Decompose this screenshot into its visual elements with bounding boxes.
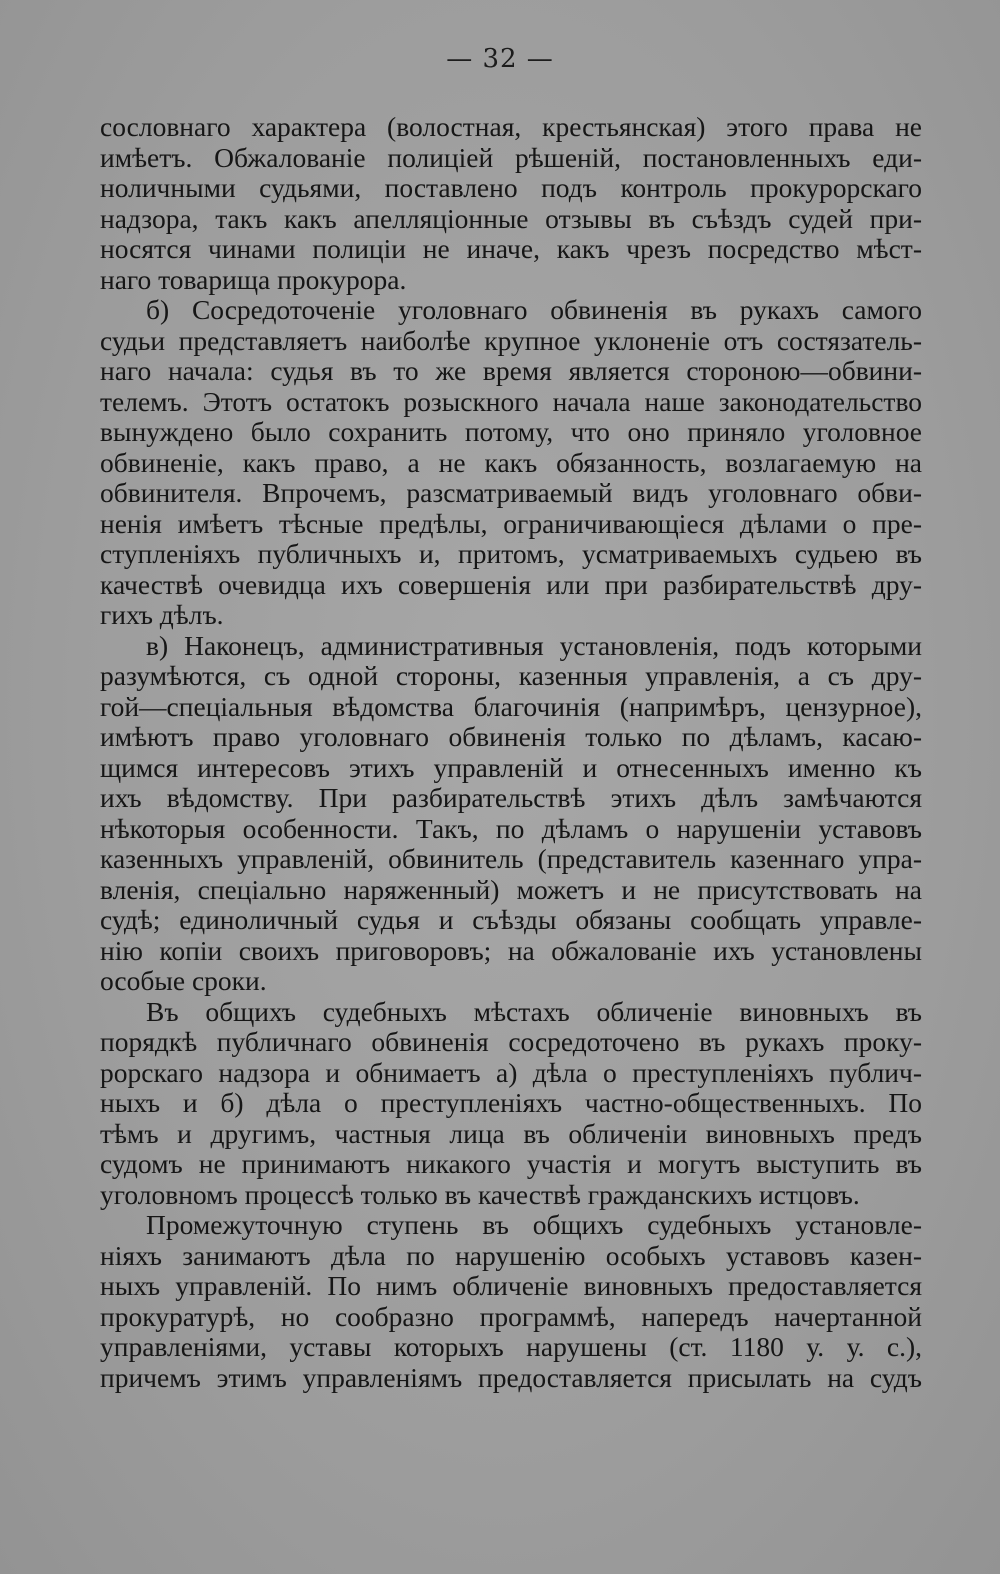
text-line: Въ общихъ судебныхъ мѣстахъ обличеніе виновныхъ въ <box>146 995 922 1027</box>
text-line: нѣкоторыя особенности. Такъ, по дѣламъ о нарушеніи уставовъ <box>100 812 922 844</box>
text-line: обвиненіе, какъ право, а не какъ обязанность, возлагаемую на <box>100 446 922 478</box>
text-line: судѣ; единоличный судья и съѣзды обязаны сообщать управле- <box>100 904 922 935</box>
text-line: наго товарища прокурора. <box>100 263 407 295</box>
text-line: уголовномъ процессѣ только въ качествѣ гражданскихъ истцовъ. <box>100 1178 860 1210</box>
text-line: особые сроки. <box>100 965 267 996</box>
text-line: тѣмъ и другимъ, частныя лица въ обличеніи виновныхъ предъ <box>100 1117 922 1149</box>
text-line: управленіями, уставы которыхъ нарушены (ст. 1180 у. у. с.), <box>100 1331 922 1362</box>
text-line: порядкѣ публичнаго обвиненія сосредоточено въ рукахъ проку- <box>100 1026 922 1057</box>
text-line: носятся чинами полиціи не иначе, какъ чрезъ посредство мѣст- <box>100 233 922 264</box>
page-number: — 32 — <box>446 44 554 74</box>
body-text <box>100 112 922 1393</box>
text-line: ніяхъ занимаютъ дѣла по нарушенію особыхъ уставовъ казен- <box>100 1239 922 1271</box>
text-line: ихъ вѣдомству. При разбирательствѣ этихъ дѣлъ замѣчаются <box>100 782 922 813</box>
text-line: ненія имѣетъ тѣсные предѣлы, ограничивающіеся дѣлами о пре- <box>100 507 922 539</box>
text-line: имѣетъ. Обжалованіе полиціей рѣшеній, постановленныхъ еди- <box>100 141 922 173</box>
text-line: б) Сосредоточеніе уголовнаго обвиненія въ рукахъ самого <box>146 294 922 325</box>
text-line: надзора, такъ какъ апелляціонные отзывы въ съѣздъ судей при- <box>100 202 922 234</box>
text-line: судьи представляетъ наиболѣе крупное уклоненіе отъ состязатель- <box>100 324 922 356</box>
text-line: в) Наконецъ, административныя установленія, подъ которыми <box>146 629 922 661</box>
text-line: рорскаго надзора и обнимаетъ а) дѣла о преступленіяхъ публич- <box>100 1056 922 1088</box>
text-line: наго начала: судья въ то же время является стороною—обвини- <box>100 355 922 386</box>
text-line: вленія, спеціально наряженный) можетъ и не присутствовать на <box>100 873 922 905</box>
text-line: прокуратурѣ, но сообразно программѣ, напередъ начертанной <box>100 1300 922 1332</box>
text-line: имѣютъ право уголовнаго обвиненія только по дѣламъ, касаю- <box>100 721 922 752</box>
text-line: разумѣются, съ одной стороны, казенныя управленія, а съ дру- <box>100 660 922 691</box>
text-line: гихъ дѣлъ. <box>100 599 224 630</box>
text-line: казенныхъ управленій, обвинитель (представитель казеннаго упра- <box>100 843 922 874</box>
text-line: гой—спеціальныя вѣдомства благочинія (напримѣръ, цензурное), <box>100 690 922 722</box>
text-line: щимся интересовъ этихъ управленій и отнесенныхъ именно къ <box>100 751 922 783</box>
text-line: нію копіи своихъ приговоровъ; на обжалованіе ихъ установлены <box>100 934 922 966</box>
text-line: обвинителя. Впрочемъ, разсматриваемый видъ уголовнаго обви- <box>100 477 922 508</box>
text-line: судомъ не принимаютъ никакого участія и могутъ выступить въ <box>100 1148 922 1179</box>
text-line: ступленіяхъ публичныхъ и, притомъ, усматриваемыхъ судьею въ <box>100 538 922 569</box>
text-line: сословнаго характера (волостная, крестьянская) этого права не <box>100 111 922 142</box>
text-line: ныхъ и б) дѣла о преступленіяхъ частно-общественныхъ. По <box>100 1087 922 1118</box>
text-line: телемъ. Этотъ остатокъ розыскного начала наше законодательство <box>100 385 922 417</box>
text-line: ноличными судьями, поставлено подъ контроль прокурорскаго <box>100 172 922 203</box>
text-line: качествѣ очевидца ихъ совершенія или при разбирательствѣ дру- <box>100 568 922 600</box>
text-line: ныхъ управленій. По нимъ обличеніе виновныхъ предоставляется <box>100 1270 922 1301</box>
text-line: вынуждено было сохранить потому, что оно приняло уголовное <box>100 416 922 447</box>
text-line: причемъ этимъ управленіямъ предоставляется присылать на судъ <box>100 1361 922 1393</box>
text-line: Промежуточную ступень въ общихъ судебныхъ установле- <box>146 1209 922 1240</box>
